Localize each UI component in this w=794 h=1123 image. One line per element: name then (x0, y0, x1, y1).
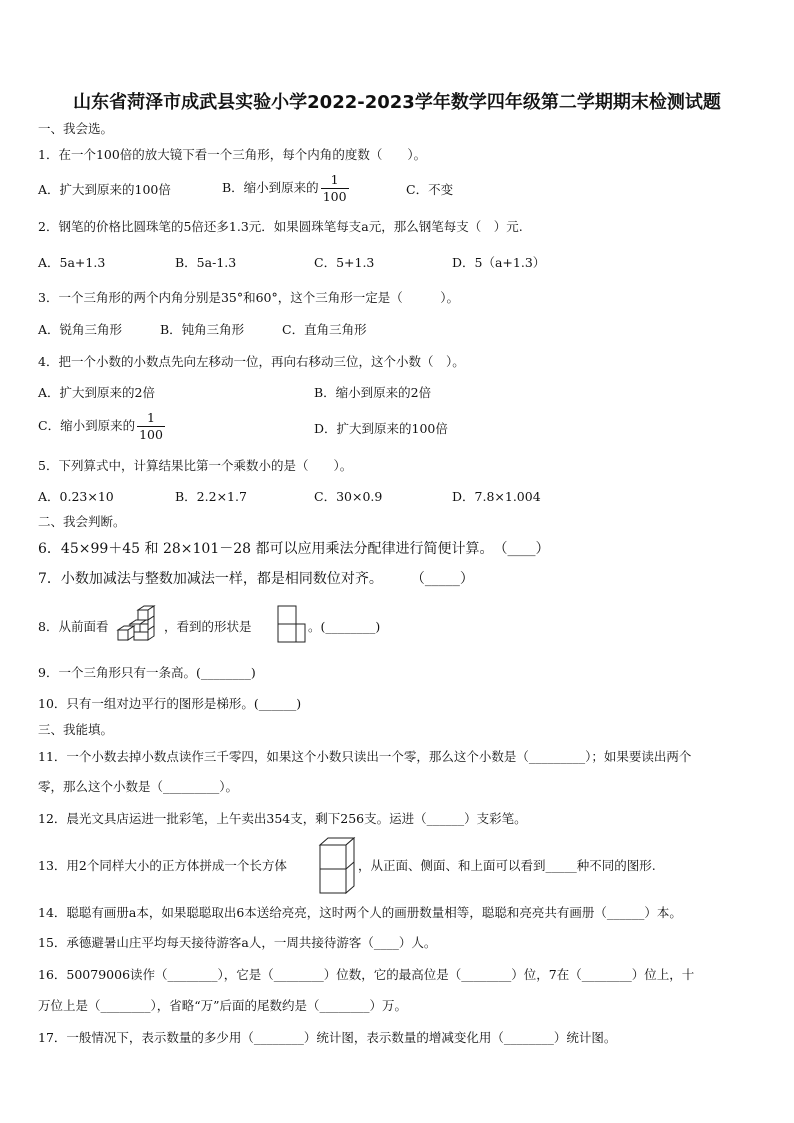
option-5c: C．30×0.9 (314, 489, 383, 504)
section-heading: 三、我能填。 (38, 722, 114, 737)
question-13-suffix: ，从正面、侧面、和上面可以看到_____种不同的图形. (358, 858, 656, 873)
option-5b: B．2.2×1.7 (175, 489, 247, 504)
option-1a: A．扩大到原来的100倍 (38, 182, 171, 197)
question-6: 6．45×99＋45 和 28×101－28 都可以应用乘法分配律进行简便计算。 （____） (38, 541, 550, 557)
front-view-shape-figure (264, 605, 306, 645)
question-16-line2: 万位上是（________），省略“万”后面的尾数约是（________）万。 (38, 998, 408, 1013)
fraction: $\frac{1}{100}$ (322, 172, 347, 204)
option-4c: C．缩小到原来的 $\frac{1}{100}$ (38, 410, 163, 442)
cuboid-figure (318, 837, 356, 897)
page-title: 山东省菏泽市成武县实验小学2022-2023学年数学四年级第二学期期末检测试题 (73, 92, 721, 113)
question-15: 15．承德避暑山庄平均每天接待游客a人，一周共接待游客（____）人。 (38, 935, 437, 950)
option-4a: A．扩大到原来的2倍 (38, 385, 155, 400)
question-12: 12．晨光文具店运进一批彩笔，上午卖出354支，剩下256支。运进（______）支彩笔。 (38, 811, 527, 826)
question-8-middle: ，看到的形状是 (164, 619, 252, 634)
option-5d: D．7.8×1.004 (452, 489, 541, 504)
option-3b: B．钝角三角形 (160, 322, 245, 337)
question-11-line1: 11．一个小数去掉小数点读作三千零四，如果这个小数只读出一个零，那么这个小数是（_________）；如果要读出两个 (38, 749, 692, 764)
question-4: 4．把一个小数的小数点先向左移动一位，再向右移动三位，这个小数（ ）。 (38, 354, 465, 369)
question-8-suffix: 。(________) (308, 619, 381, 634)
option-4b: B．缩小到原来的2倍 (314, 385, 432, 400)
option-2d: D．5（a+1.3） (452, 255, 546, 270)
question-9: 9．一个三角形只有一条高。(________) (38, 665, 256, 680)
section-heading: 二、我会判断。 (38, 514, 126, 529)
question-8-prefix: 8．从前面看 (38, 619, 109, 634)
option-1c: C．不变 (406, 182, 454, 197)
question-1: 1．在一个100倍的放大镜下看一个三角形，每个内角的度数（ ）。 (38, 147, 427, 162)
question-13-prefix: 13．用2个同样大小的正方体拼成一个长方体 (38, 858, 287, 873)
option-2a: A．5a+1.3 (38, 255, 106, 270)
option-3c: C．直角三角形 (282, 322, 367, 337)
question-14: 14．聪聪有画册a本，如果聪聪取出6本送给亮亮，这时两个人的画册数量相等，聪聪和亮亮共有画册（______）本。 (38, 905, 682, 920)
option-2b: B．5a-1.3 (175, 255, 237, 270)
cube-stack-figure (116, 605, 158, 643)
option-3a: A．锐角三角形 (38, 322, 123, 337)
question-5: 5．下列算式中，计算结果比第一个乘数小的是（ ）。 (38, 458, 353, 473)
question-2: 2．钢笔的价格比圆珠笔的5倍还多1.3元．如果圆珠笔每支a元，那么钢笔每支（ ）元. (38, 219, 523, 234)
option-2c: C．5+1.3 (314, 255, 375, 270)
section-heading: 一、我会选。 (38, 121, 114, 136)
question-7: 7．小数加减法与整数加减法一样，都是相同数位对齐。 （_____） (38, 571, 474, 587)
fraction: $\frac{1}{100}$ (139, 410, 163, 442)
option-5a: A．0.23×10 (38, 489, 114, 504)
question-16-line1: 16．50079006读作（________），它是（________）位数，它的最高位是（________）位，7在（________）位上，十 (38, 967, 695, 982)
option-4d: D．扩大到原来的100倍 (314, 421, 448, 436)
option-1b: B．缩小到原来的 $\frac{1}{100}$ (222, 172, 347, 204)
question-3: 3．一个三角形的两个内角分别是35°和60°，这个三角形一定是（ ）。 (38, 290, 460, 305)
question-10: 10．只有一组对边平行的图形是梯形。(______) (38, 696, 302, 711)
question-17: 17．一般情况下，表示数量的多少用（________）统计图，表示数量的增减变化用（________）统计图。 (38, 1030, 617, 1045)
question-11-line2: 零，那么这个小数是（_________）。 (38, 779, 239, 794)
